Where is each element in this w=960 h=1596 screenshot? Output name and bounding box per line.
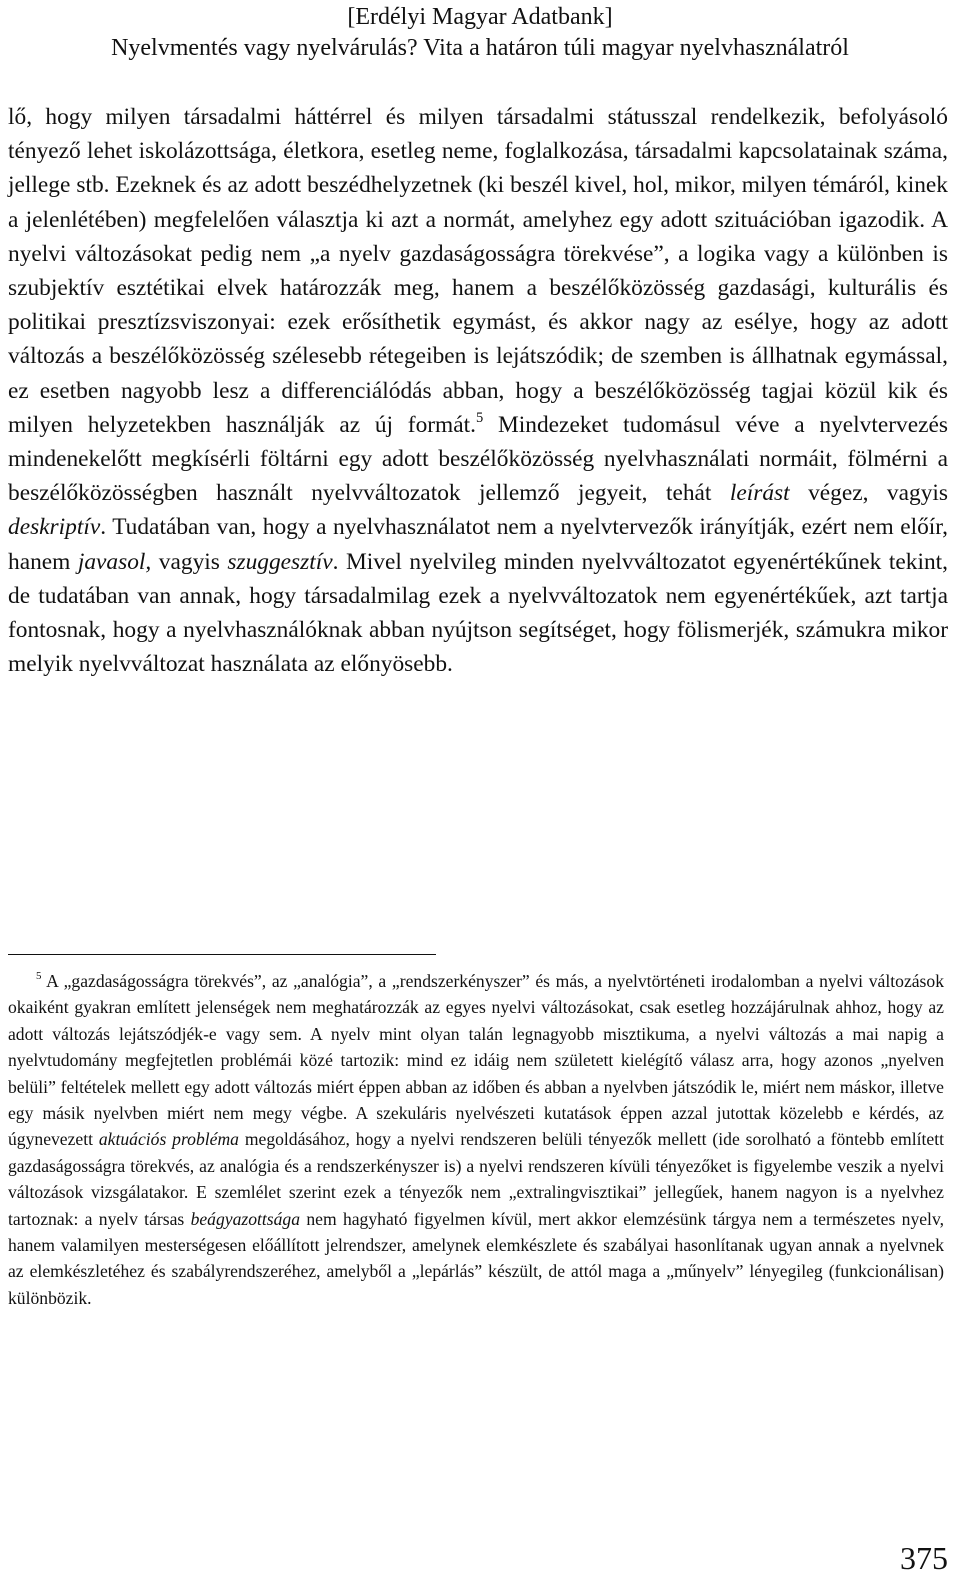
footnote [8, 968, 944, 1311]
emphasis-term: aktuációs probléma [98, 1129, 239, 1150]
body-paragraph [8, 100, 948, 681]
body-text [8, 100, 948, 681]
footnote-text: A „gazdaságosságra törekvés”, az „analógia”, a „rendszerkényszer” és más, a nyelvtörténeti irodalomban a nyelvi változások okaiként gyakran említett jelenségek nem meghatározzák az egyes nyelvi változásokat, csak esetleg hozzájárulnak ahhoz, hogy az adott változás lejátszódjék-e vagy sem. A nyelv mint olyan talán legnagyobb misztikuma, a nyelvi változás a mai napig a nyelvtudomány megfejtetlen problémái közé tartozik: mind ez idáig nem született kielégítő válasz arra, hogy azonos „nyelven belüli” feltételek mellett egy adott változás miért éppen abban az időben és abban a nyelvben játszódik le, miért nem máskor, illetve egy másik nyelvben miért nem megy végbe. A szekuláris nyelvészeti kutatások éppen azzal jutottak közelebb e kérdés, az úgynevezett [8, 971, 944, 1150]
text-segment: . Mivel nyelvileg minden nyelvváltozatot egyenértékűnek tekint, de tudatában van annak, hogy társadalmilag ezek a nyelvváltozatok nem egyenértékűek, azt tartja fontosnak, hogy a nyelvhasználóknak abban nyújtson segítséget, hogy fölismerjék, számukra mikor melyik nyelvváltozat használata az előnyösebb. [8, 548, 948, 678]
document-title: Nyelvmentés vagy nyelvárulás? Vita a határon túli magyar nyelvhasználatról [111, 35, 849, 61]
page-header [0, 2, 960, 64]
page-number: 375 [900, 1540, 948, 1576]
footnote-number: 5 [36, 970, 42, 983]
footnote-text: megoldásához, hogy a nyelvi rendszeren belüli tényezők mellett (ide sorolható a föntebb említett gazdaságosságra törekvés, az analógia és a rendszerkényszer is) a nyelvi rendszeren kívüli tényezőket is figyelembe veszik a nyelvi változások vizsgálatakor. E szemlélet szerint ezek a tényezők nem „extralingvisztikai” jellegűek, hanem nagyon is a nyelvhez tartoznak: a nyelv társas [8, 1129, 944, 1229]
footnote-separator [8, 954, 436, 955]
emphasis-term: beágyazottsága [190, 1208, 301, 1229]
text-segment: Mindezeket tudomásul véve a nyelvtervezés mindenekelőtt megkísérli föltárni egy adott beszélőközösség nyelvhasználati normáit, fölmérni a beszélőközösségben használt nyelvváltozatok jellemző jegyeit, tehát [8, 411, 948, 507]
footnote-text: nem hagyható figyelmen kívül, mert akkor elemzésünk tárgya nem a természetes nyelv, hanem valamilyen mesterségesen előállított jelrendszer, amelynek elemkészlete és szabályai hasonlítanak ugyan annak a nyelvnek az elemkészletéhez és szabályrendszeréhez, amelyből a „lepárlás” készült, de attól maga a „műnyelv” lényegileg (funkcionálisan) különbözik. [8, 1208, 944, 1308]
site-name: [Erdélyi Magyar Adatbank] [347, 4, 613, 30]
footnote-paragraph [8, 968, 944, 1311]
text-segment: . Tudatában van, hogy a nyelvhasználatot nem a nyelvtervezők irányítják, ezért nem előír, hanem [8, 514, 948, 575]
text-segment: végez, vagyis [789, 480, 948, 507]
footnote-reference[interactable]: 5 [475, 409, 484, 426]
emphasis-term: javasol, [77, 548, 152, 575]
text-segment: vagyis [151, 548, 228, 575]
emphasis-term: leírást [729, 480, 790, 507]
text-segment: lő, hogy milyen társadalmi háttérrel és milyen társadalmi státusszal rendelkezik, befolyásoló tényező lehet iskolázottsága, életkora, esetleg neme, foglalkozása, társadalmi kapcsolatainak száma, jellege stb. Ezeknek és az adott beszédhelyzetnek (ki beszél kivel, hol, mikor, milyen témáról, kinek a jelenlétében) megfelelően választja ki azt a normát, amelyhez egy adott szituációban igazodik. A nyelvi változásokat pedig nem „a nyelv gazdaságosságra törekvése”, a logika vagy a különben is szubjektív esztétikai elvek határozzák meg, hanem a beszélőközösség gazdasági, kulturális és politikai presztízsviszonyai: ezek erősíthetik egymást, és akkor nagy az esélye, hogy az adott változás a beszélőközösség szélesebb rétegeiben is lejátszódik; de szemben is állhatnak egymással, ez esetben nagyobb lesz a differenciálódás abban, hogy a beszélőközösség tagjai közül kik és milyen helyzetekben használják az új formát. [8, 104, 948, 438]
emphasis-term: deskriptív [8, 514, 101, 541]
emphasis-term: szuggesztív [227, 548, 333, 575]
